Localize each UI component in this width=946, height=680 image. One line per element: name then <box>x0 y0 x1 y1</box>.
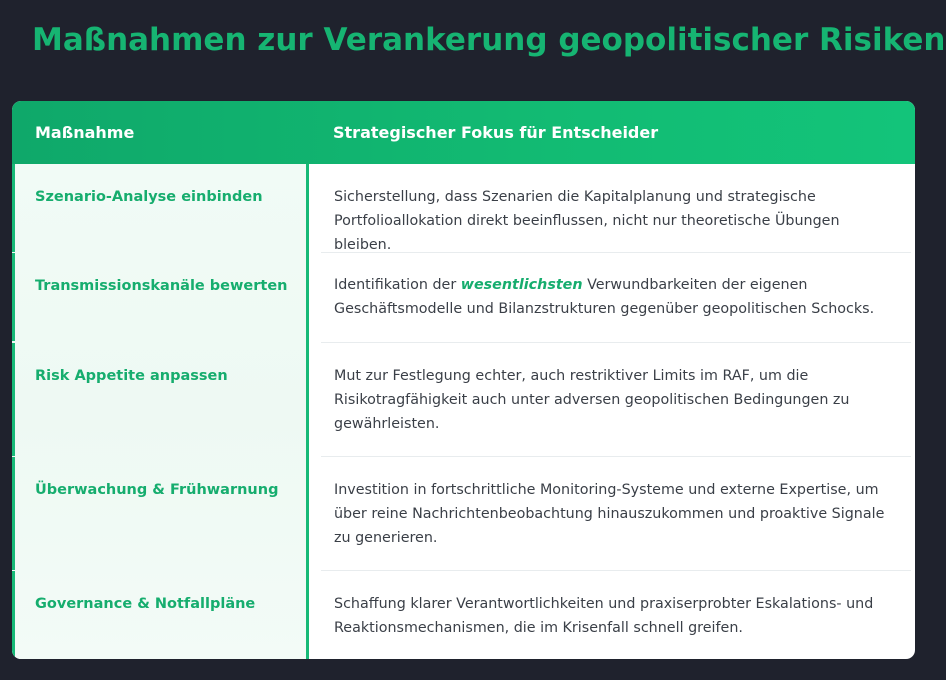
focus-cell: Sicherstellung, dass Szenarien die Kapitalplanung und strategische Portfolioallokation direkt beeinflussen, nicht nur theoretische Übungen bleiben. <box>334 189 840 253</box>
measure-cell: Überwachung & Frühwarnung <box>35 482 279 498</box>
measure-cell: Risk Appetite anpassen <box>35 368 228 384</box>
row-accent <box>12 457 15 570</box>
row-accent <box>12 164 15 252</box>
focus-highlight: wesentlichsten <box>460 277 583 293</box>
measure-cell: Transmissionskanäle bewerten <box>35 278 288 294</box>
row-accent <box>12 253 15 341</box>
focus-cell: Mut zur Festlegung echter, auch restriktiver Limits im RAF, um die Risikotragfähigkeit auch unter adversen geopolitischen Bedingungen zu gewährleisten. <box>334 368 850 432</box>
row-separator <box>321 570 911 571</box>
row-accent <box>12 571 15 659</box>
row-separator <box>321 342 911 343</box>
measure-cell: Governance & Notfallpläne <box>35 596 256 612</box>
focus-text: Identifikation der <box>334 277 461 293</box>
header-measure: Maßnahme <box>35 123 135 142</box>
focus-text: Verwundbarkeiten der eigenen Geschäftsmodelle und Bilanzstrukturen gegenüber geopolitischen Schocks. <box>334 277 875 317</box>
header-focus: Strategischer Fokus für Entscheider <box>333 123 659 142</box>
measure-cell: Szenario-Analyse einbinden <box>35 189 263 205</box>
measures-table <box>12 101 915 659</box>
measure-column <box>12 164 306 659</box>
table-header-row <box>12 101 915 164</box>
column-divider <box>306 164 309 659</box>
row-separator <box>321 456 911 457</box>
focus-cell: Schaffung klarer Verantwortlichkeiten und praxiserprobter Eskalations- und Reaktionsmechanismen, die im Krisenfall schnell greifen. <box>334 596 874 636</box>
page-title: Maßnahmen zur Verankerung geopolitischer Risiken <box>32 22 946 58</box>
row-accent <box>12 343 15 456</box>
focus-cell: Investition in fortschrittliche Monitoring-Systeme und externe Expertise, um über reine Nachrichtenbeobachtung hinauszukommen und proaktive Signale zu generieren. <box>334 482 885 546</box>
focus-cell <box>334 273 894 321</box>
